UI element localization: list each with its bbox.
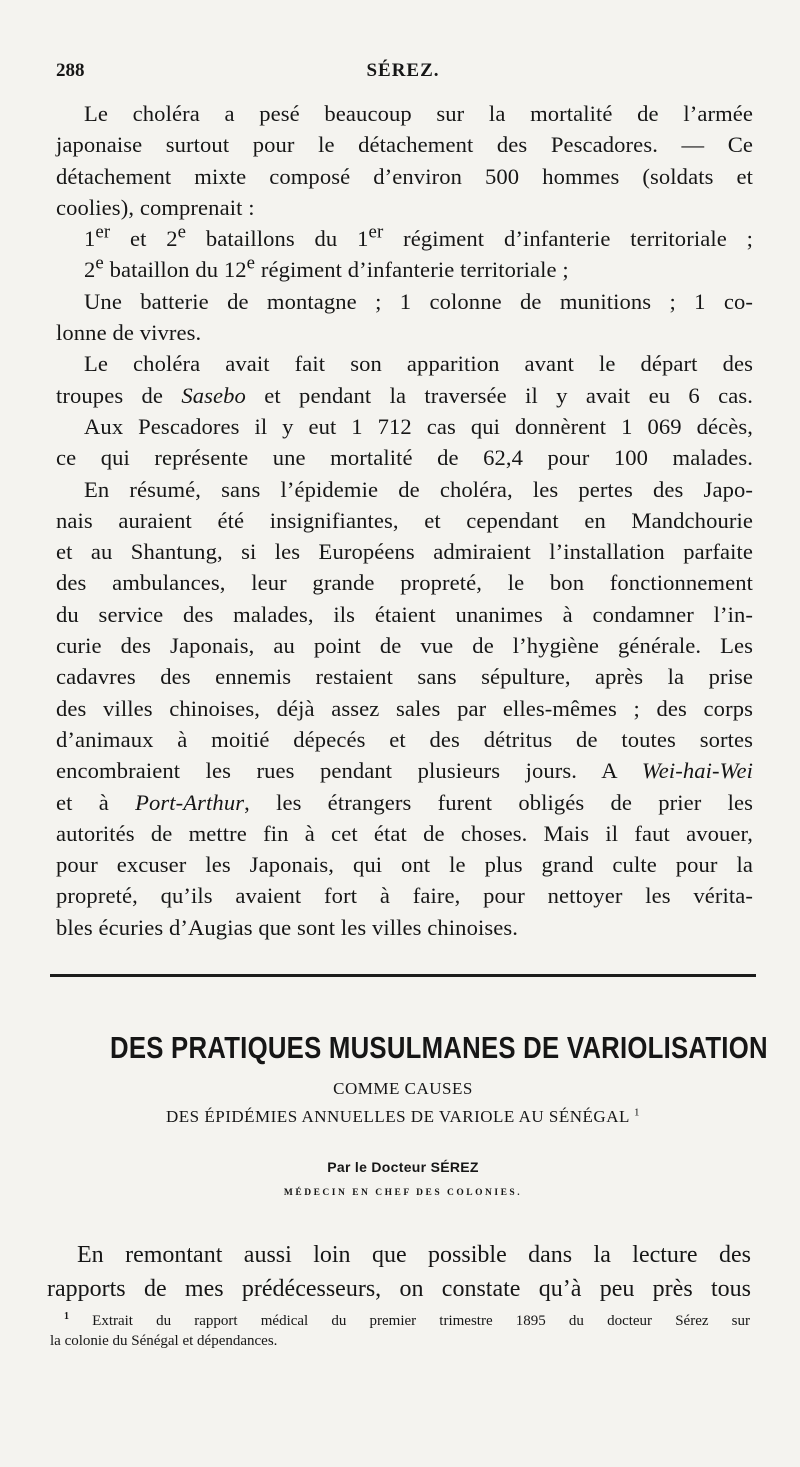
- running-title: SÉREZ.: [366, 60, 440, 81]
- text-line: bles écuries d’Augias que sont les villes chinoises.: [56, 914, 519, 940]
- text-line: propreté, qu’ils avaient fort à faire, pour nettoyer les vérita-: [56, 883, 753, 909]
- text-span: encombraient les rues pendant plusieurs jours. A: [56, 758, 642, 784]
- text-line: des ambulances, leur grande propreté, le bon fonctionnement: [56, 570, 753, 596]
- text-span: , les étrangers furent obligés de prier les: [244, 789, 754, 815]
- text-span: régiment d’infanterie territoriale ;: [255, 257, 569, 283]
- text-line: curie des Japonais, au point de vue de l’hygiène générale. Les: [56, 633, 753, 659]
- unit-line: [56, 223, 753, 254]
- place-name: Port-Arthur: [135, 789, 245, 815]
- place-name: Sasebo: [181, 382, 246, 408]
- author-byline: Par le Docteur SÉREZ: [327, 1159, 479, 1175]
- text-span: DES ÉPIDÉMIES ANNUELLES DE VARIOLE AU SÉNÉGAL: [166, 1107, 630, 1126]
- main-text: [56, 98, 753, 943]
- footnote-line: la colonie du Sénégal et dépendances.: [50, 1333, 278, 1349]
- footnote: [50, 1311, 750, 1351]
- text-line: japonaise surtout pour le détachement des Pescadores. — Ce: [56, 132, 753, 158]
- text-span: et à: [56, 789, 136, 815]
- text-line: En résumé, sans l’épidemie de choléra, les pertes des Japo-: [84, 476, 753, 502]
- text-span: 1: [84, 226, 96, 252]
- text-line: nais auraient été insignifiantes, et cependant en Mandchourie: [56, 507, 753, 533]
- unit-line: lonne de vivres.: [56, 320, 202, 346]
- text-line: [56, 380, 753, 411]
- unit-line: [56, 254, 753, 285]
- article-text: [47, 1238, 751, 1306]
- article-subtitle: [50, 1107, 756, 1127]
- text-line: pour excuser les Japonais, qui ont le plus grand culte pour la: [56, 852, 753, 878]
- superscript: er: [368, 221, 384, 243]
- text-line: En remontant aussi loin que possible dans la lecture des: [77, 1242, 751, 1268]
- superscript: e: [177, 221, 187, 243]
- text-line: ce qui représente une mortalité de 62,4 pour 100 malades.: [56, 445, 753, 471]
- text-line: coolies), comprenait :: [56, 194, 255, 220]
- text-line: [56, 787, 753, 818]
- text-line: et au Shantung, si les Européens admiraient l’installation parfaite: [56, 539, 753, 565]
- text-line: autorités de mettre fin à cet état de choses. Mais il faut avouer,: [56, 820, 753, 846]
- text-span: Extrait du rapport médical du premier trimestre 1895 du docteur Sérez sur: [92, 1313, 751, 1329]
- section-divider: [50, 974, 756, 977]
- place-name: Wei-hai-Wei: [641, 758, 753, 784]
- text-span: et 2: [110, 226, 178, 252]
- footnote-marker: 1: [634, 1106, 640, 1119]
- text-line: des villes chinoises, déjà assez sales par elles-mêmes ; des corps: [56, 695, 753, 721]
- superscript: er: [95, 221, 111, 243]
- text-line: Le choléra avait fait son apparition avant le départ des: [84, 351, 753, 377]
- text-line: Aux Pescadores il y eut 1 712 cas qui donnèrent 1 069 décès,: [84, 413, 753, 439]
- page-number: 288: [56, 60, 85, 81]
- text-line: détachement mixte composé d’environ 500 hommes (soldats et: [56, 163, 753, 189]
- text-span: bataillons du 1: [186, 226, 369, 252]
- author-role: MÉDECIN EN CHEF DES COLONIES.: [283, 1188, 523, 1198]
- text-line: d’animaux à moitié dépecés et des détritus de toutes sortes: [56, 726, 753, 752]
- superscript: e: [95, 252, 104, 274]
- running-head: [56, 60, 750, 86]
- text-line: [56, 755, 753, 786]
- text-line: Le choléra a pesé beaucoup sur la mortalité de l’armée: [84, 101, 753, 126]
- text-line: cadavres des ennemis restaient sans sépulture, après la prise: [56, 664, 753, 690]
- text-line: du service des malades, ils étaient unanimes à condamner l’in-: [56, 601, 753, 627]
- text-span: 2: [84, 257, 96, 283]
- text-span: régiment d’infanterie territoriale ;: [383, 226, 753, 252]
- text-span: et pendant la traversée il y avait eu 6 cas.: [245, 382, 753, 408]
- text-line: rapports de mes prédécesseurs, on constate qu’à peu près tous: [47, 1276, 751, 1302]
- article-title: DES PRATIQUES MUSULMANES DE VARIOLISATION: [110, 1030, 768, 1065]
- superscript: e: [246, 252, 256, 274]
- text-span: troupes de: [56, 382, 182, 408]
- footnote-line: [50, 1311, 750, 1331]
- text-span: bataillon du 12: [103, 257, 247, 283]
- unit-line: Une batterie de montagne ; 1 colonne de munitions ; 1 co-: [84, 288, 753, 314]
- article-subtitle: COMME CAUSES: [333, 1079, 473, 1098]
- footnote-marker: 1: [64, 1311, 69, 1322]
